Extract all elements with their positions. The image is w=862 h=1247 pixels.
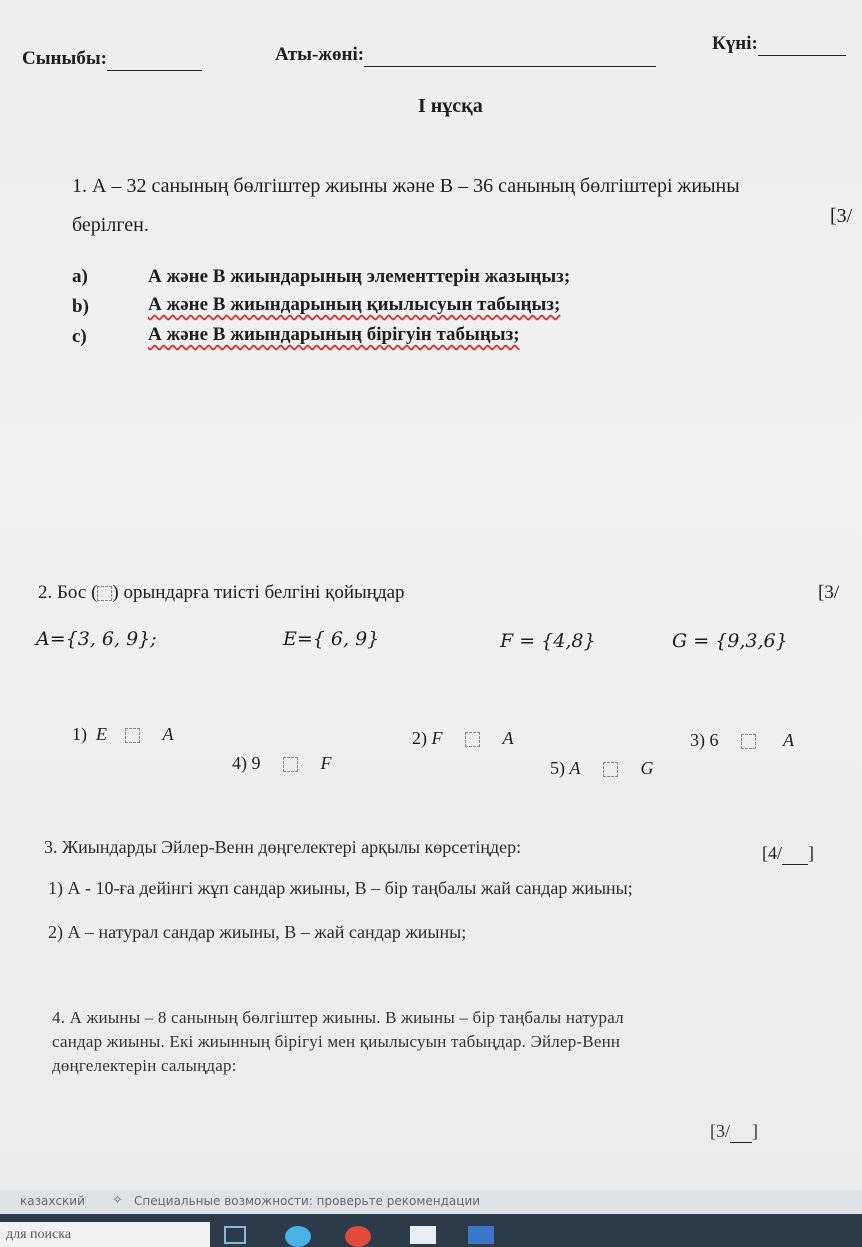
task1-item-c-text: А және В жиындарының бірігуін табыңыз; [148,324,520,345]
answer-box-4[interactable] [283,757,298,772]
task2-title [38,582,405,604]
task1-item-c-label: c) [72,326,87,347]
word-app-icon[interactable] [468,1226,494,1244]
file-explorer-icon[interactable] [410,1226,436,1244]
task2-item-4 [232,753,332,774]
edge-browser-icon[interactable] [285,1226,311,1247]
taskbar-search-input[interactable]: для поиска [0,1222,210,1247]
task1-score: [3/ [830,205,853,227]
item-right: A [783,730,794,750]
item-num: 4) [232,753,247,773]
task3-title: 3. Жиындарды Эйлер-Венн дөңгелектері арқылы көрсетіңдер: [44,837,522,857]
item-right: A [502,728,514,748]
date-field [712,33,846,56]
task3-score: [4/ ] [762,843,814,863]
class-label: Сыныбы: [22,48,107,69]
task2-item-1 [72,724,174,745]
set-e: E={ 6, 9} [283,628,380,650]
item-num: 2) [412,728,427,748]
item-left: F [431,728,443,748]
task4-line2: сандар жиыны. Екі жиынның бірігуі мен қиылысуын табыңдар. Эйлер-Венн [52,1032,621,1051]
task2-title-post: ) орындарға тиісті белгіні қойыңдар [112,582,405,603]
class-field [22,48,202,71]
task1-item-b-label: b) [72,296,89,317]
item-num: 1) [72,724,87,744]
set-f: F = {4,8} [500,630,596,652]
task2-title-pre: 2. Бос ( [38,582,98,603]
task-view-icon[interactable] [224,1226,246,1244]
item-left: E [96,724,107,744]
task1-item-a-label: a) [72,266,88,287]
task1-text-line2: берілген. [72,214,149,236]
task4-line1: 4. А жиыны – 8 санының бөлгіштер жиыны. В жиыны – бір таңбалы натурал [52,1008,624,1027]
task2-score: [3/ [818,582,840,603]
answer-box-3[interactable] [741,734,756,749]
date-label: Күні: [712,33,758,54]
task1-item-a-text: А және В жиындарының элементтерін жазыңыз; [148,266,571,287]
name-label: Аты-жөні: [275,44,365,65]
answer-box-2[interactable] [465,732,480,747]
accessibility-status[interactable]: Специальные возможности: проверьте рекомендации [134,1194,481,1208]
class-blank [107,48,202,71]
answer-box-5[interactable] [603,762,618,777]
item-right: A [162,724,174,744]
date-blank [758,33,846,56]
task3-score-label: [4/ [762,843,782,863]
answer-box-1[interactable] [125,728,140,743]
task3-score-blank [782,843,808,865]
item-right: G [640,758,654,778]
set-g: G = {9,3,6} [672,630,788,652]
task1-item-b-text: А және В жиындарының қиылысуын табыңыз; [148,294,561,315]
item-left: 9 [251,753,261,773]
language-indicator[interactable]: казахский [20,1194,85,1208]
accessibility-icon: ✧ [112,1193,123,1208]
item-num: 3) [690,730,705,750]
name-field [275,44,656,67]
task3-item1: 1) А - 10-ға дейінгі жұп сандар жиыны, В – бір таңбалы жай сандар жиыны; [48,878,633,898]
task2-item-5 [550,758,654,779]
item-num: 5) [550,758,565,778]
name-blank [364,44,656,67]
set-a: A={3, 6, 9}; [36,628,157,650]
task4-line3: дөңгелектерін салыңдар: [52,1056,237,1075]
item-left: A [569,758,581,778]
empty-box-icon [97,586,112,601]
task1-text-line1: 1. А – 32 санының бөлгіштер жиыны және В – 36 санының бөлгіштері жиыны [72,175,740,197]
variant-title: I нұсқа [418,95,483,117]
task4-score-label: [3/ [710,1121,730,1141]
item-left: 6 [709,730,719,750]
task4-score: [3/ ] [710,1121,758,1141]
task4-score-blank [730,1121,752,1143]
chrome-browser-icon[interactable] [345,1226,371,1247]
task3-item2: 2) А – натурал сандар жиыны, В – жай сандар жиыны; [48,922,467,942]
status-bar [0,1190,862,1214]
task2-item-3 [690,730,794,751]
task2-item-2 [412,728,514,749]
item-right: F [320,753,332,773]
